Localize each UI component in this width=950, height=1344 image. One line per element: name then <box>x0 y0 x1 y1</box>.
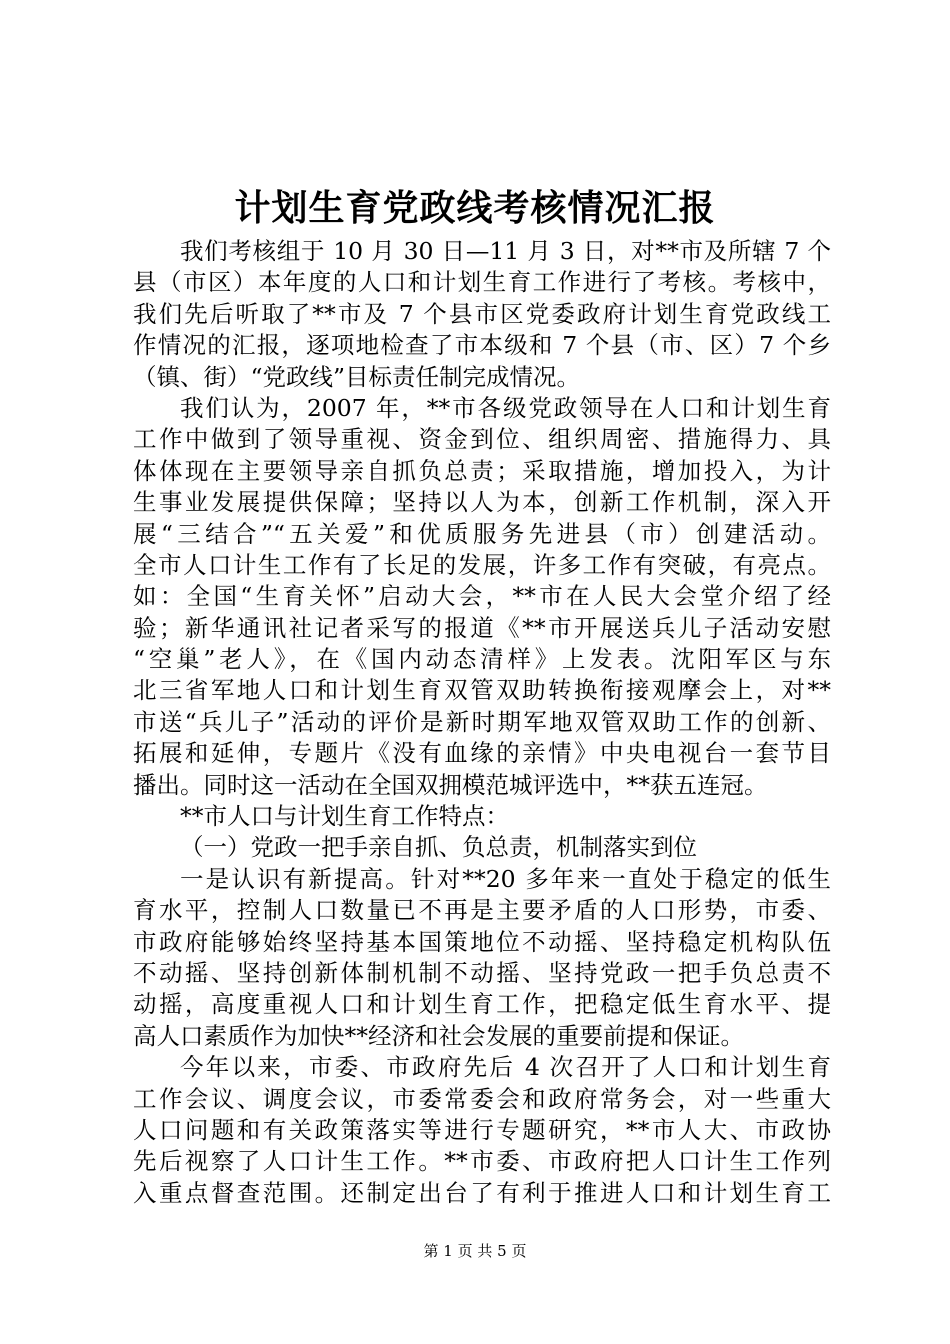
text-line: 市政府能够始终坚持基本国策地位不动摇、坚持稳定机构队伍 <box>133 927 831 956</box>
page-footer: 第 1 页 共 5 页 <box>423 1242 527 1260</box>
text-line: 展“三结合”“五关爱”和优质服务先进县（市）创建活动。 <box>133 519 831 548</box>
text-line: 高人口素质作为加快**经济和社会发展的重要前提和保证。 <box>133 1021 744 1050</box>
text-line: 人口问题和有关政策落实等进行专题研究，**市人大、市政协 <box>133 1115 831 1144</box>
text-line: 工作中做到了领导重视、资金到位、组织周密、措施得力、具 <box>133 425 831 454</box>
text-line: 一是认识有新提高。针对**20 多年来一直处于稳定的低生 <box>180 864 831 893</box>
text-line: 生事业发展提供保障；坚持以人为本，创新工作机制，深入开 <box>133 488 831 517</box>
document-body <box>133 236 831 1209</box>
text-line: 县（市区）本年度的人口和计划生育工作进行了考核。考核中， <box>133 268 831 297</box>
document-title: 计划生育党政线考核情况汇报 <box>234 187 716 229</box>
text-line: （一）党政一把手亲自抓、负总责，机制落实到位 <box>180 833 697 862</box>
text-line: “空巢”老人》，在《国内动态清样》上发表。沈阳军区与东 <box>133 645 831 674</box>
text-line: （镇、街）“党政线”目标责任制完成情况。 <box>133 362 581 391</box>
text-line: 育水平，控制人口数量已不再是主要矛盾的人口形势，市委、 <box>133 896 831 925</box>
text-line: 我们考核组于 10 月 30 日—11 月 3 日，对**市及所辖 7 个 <box>180 237 831 265</box>
text-line: 作情况的汇报，逐项地检查了市本级和 7 个县（市、区）7 个乡 <box>133 331 831 360</box>
text-line: 我们认为，2007 年，**市各级党政领导在人口和计划生育 <box>180 393 831 422</box>
text-line: 工作会议、调度会议，市委常委会和政府常务会，对一些重大 <box>133 1084 831 1113</box>
text-line: 体体现在主要领导亲自抓负总责；采取措施，增加投入，为计 <box>133 456 831 485</box>
text-line: 验；新华通讯社记者采写的报道《**市开展送兵儿子活动安慰 <box>133 613 831 642</box>
text-line: 我们先后听取了**市及 7 个县市区党委政府计划生育党政线工 <box>133 299 831 328</box>
text-line: 如：全国“生育关怀”启动大会，**市在人民大会堂介绍了经 <box>133 582 831 611</box>
text-line: 拓展和延伸，专题片《没有血缘的亲情》中央电视台一套节目 <box>133 739 831 768</box>
text-line: 入重点督查范围。还制定出台了有利于推进人口和计划生育工 <box>133 1178 831 1207</box>
text-line: 不动摇、坚持创新体制机制不动摇、坚持党政一把手负总责不 <box>133 958 831 987</box>
text-line: 北三省军地人口和计划生育双管双助转换衔接观摩会上，对** <box>133 676 831 705</box>
text-line: **市人口与计划生育工作特点： <box>180 802 509 831</box>
text-line: 今年以来，市委、市政府先后 4 次召开了人口和计划生育 <box>180 1053 831 1082</box>
text-line: 播出。同时这一活动在全国双拥模范城评选中，**获五连冠。 <box>133 770 768 799</box>
text-line: 动摇，高度重视人口和计划生育工作，把稳定低生育水平、提 <box>133 990 831 1019</box>
text-line: 先后视察了人口计生工作。**市委、市政府把人口计生工作列 <box>133 1147 831 1176</box>
text-line: 市送“兵儿子”活动的评价是新时期军地双管双助工作的创新、 <box>133 707 831 736</box>
text-line: 全市人口计生工作有了长足的发展，许多工作有突破，有亮点。 <box>133 550 831 579</box>
